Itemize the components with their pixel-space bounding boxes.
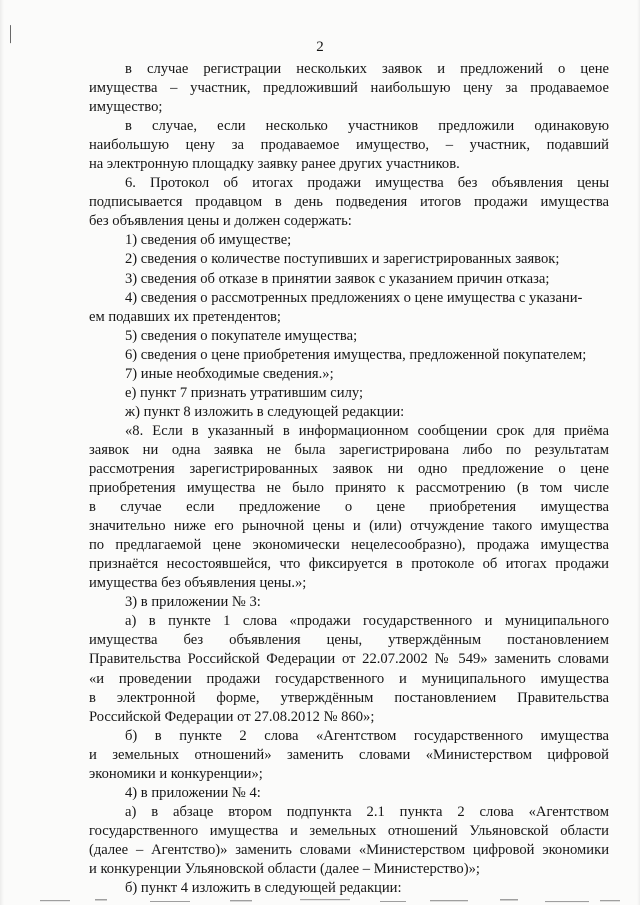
text-line: в электронной форме, утверждённым постановлением Правительства xyxy=(89,689,609,706)
text-line: экономики и конкуренции»; xyxy=(89,765,263,782)
text-line: рассмотрения зарегистрированных заявок ни одно предложение о цене xyxy=(89,460,609,477)
scan-edge-shadow xyxy=(0,0,4,905)
document-body xyxy=(89,60,609,898)
text-line: а) в абзаце втором подпункта 2.1 пункта 2 слова «Агентством xyxy=(125,803,609,820)
text-line: значительно ниже его рыночной цены и (или) отчуждение такого имущества xyxy=(89,518,609,535)
text-line: признаётся несостоявшейся, что фиксируется в протоколе об итогах продажи xyxy=(89,556,609,573)
text-line: (далее – Агентство)» заменить словами «Министерством цифровой экономики xyxy=(89,841,609,858)
text-line: б) в пункте 2 слова «Агентством государственного имущества xyxy=(125,727,609,744)
text-line: 1) сведения об имуществе; xyxy=(125,232,292,249)
text-line: 3) сведения об отказе в принятии заявок с указанием причин отказа; xyxy=(125,270,550,287)
text-line: наибольшую цену за продаваемое имущество, – участник, подавший xyxy=(89,137,609,154)
text-line: «8. Если в указанный в информационном сообщении срок для приёма xyxy=(125,422,609,439)
text-line: 5) сведения о покупателе имущества; xyxy=(125,327,358,344)
text-line: е) пункт 7 признать утратившим силу; xyxy=(125,384,364,401)
text-line: имущества без объявления цены.»; xyxy=(89,575,307,592)
text-line: в случае регистрации нескольких заявок и предложений о цене xyxy=(125,61,609,77)
text-line: б) пункт 4 изложить в следующей редакции: xyxy=(125,880,402,897)
text-line: по предлагаемой цене экономически нецелесообразно), продажа имущества xyxy=(89,537,609,554)
text-line: 4) в приложении № 4: xyxy=(125,784,261,801)
text-line: 6) сведения о цене приобретения имущества, предложенной покупателем; xyxy=(125,346,587,363)
text-line: и конкуренции Ульяновской области (далее – Министерство)»; xyxy=(89,860,480,877)
text-line: государственного имущества и земельных отношений Ульяновской области xyxy=(89,822,609,839)
text-line: 4) сведения о рассмотренных предложениях о цене имущества с указани- xyxy=(125,289,583,306)
text-line: и земельных отношений» заменить словами «Министерством цифровой xyxy=(89,746,609,763)
text-line: Российской Федерации от 27.08.2012 № 860»; xyxy=(89,708,375,725)
text-line: имущество; xyxy=(89,99,163,116)
text-line: на электронную площадку заявку ранее других участников. xyxy=(89,156,460,173)
page-number: 2 xyxy=(316,39,324,55)
text-line: 2) сведения о количестве поступивших и зарегистрированных заявок; xyxy=(125,251,560,268)
text-line: в случае если предложение о цене приобретения имущества xyxy=(89,499,609,516)
text-line: ем подавших их претендентов; xyxy=(89,308,281,325)
text-line: а) в пункте 1 слова «продажи государственного и муниципального xyxy=(125,613,609,630)
text-line: имущества без объявления цены, утверждённым постановлением xyxy=(89,632,609,649)
text-line: 3) в приложении № 3: xyxy=(125,594,261,611)
text-line: 7) иные необходимые сведения.»; xyxy=(125,365,334,382)
text-line: приобретения имущества не было принято к рассмотрению (в том числе xyxy=(89,480,609,497)
text-line: «и проведении продажи государственного и муниципального имущества xyxy=(89,670,609,687)
text-line: без объявления цены и должен содержать: xyxy=(89,213,352,230)
text-line: 6. Протокол об итогах продажи имущества без объявления цены xyxy=(125,175,609,192)
text-line: Правительства Российской Федерации от 22.07.2002 № 549» заменить словами xyxy=(89,651,609,668)
text-line: подписывается продавцом в день подведения итогов продажи имущества xyxy=(89,194,609,211)
text-line: имущества – участник, предложивший наибольшую цену за продаваемое xyxy=(89,80,609,97)
text-line: ж) пункт 8 изложить в следующей редакции: xyxy=(125,403,405,420)
scan-bottom-noise xyxy=(0,891,640,905)
text-line: заявок ни одна заявка не была зарегистрирована либо по результатам xyxy=(89,441,609,458)
text-line: в случае, если несколько участников предложили одинаковую xyxy=(125,118,609,135)
